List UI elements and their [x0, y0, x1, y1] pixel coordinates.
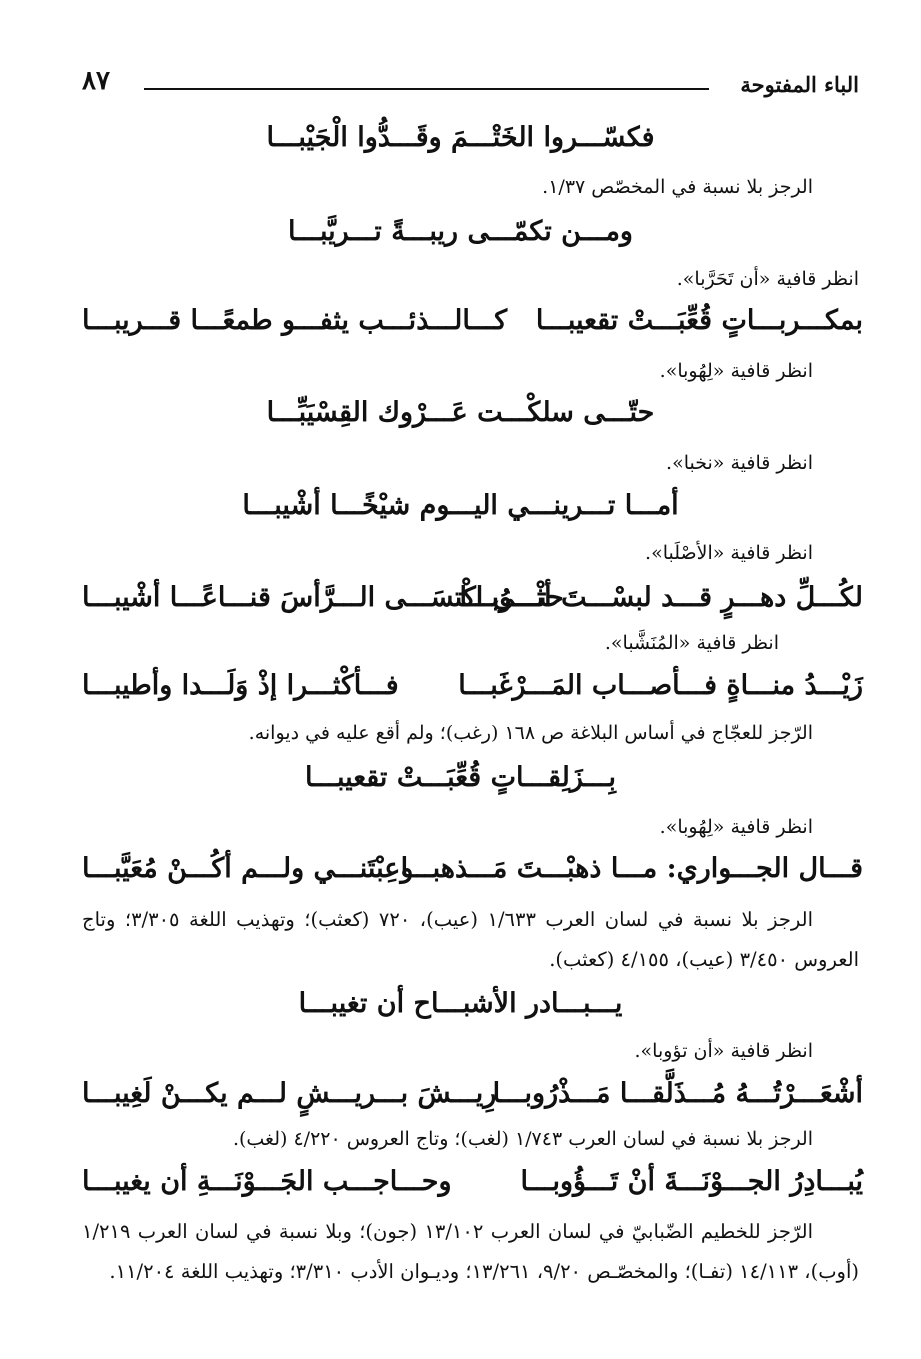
cross-reference: انظر قافية «أن تؤوبا». [634, 1040, 813, 1062]
cross-reference: انظر قافية «نخبا». [666, 452, 813, 474]
page-number: ٨٧ [82, 66, 110, 96]
verse-line: ومـــن تكمّـــى ريبـــةً تـــريَّبـــا [288, 216, 633, 247]
running-header [82, 66, 859, 106]
verse-line: حتّـــى سلكْـــت عَـــرْوك القِسْيَبِّـــا [266, 397, 655, 428]
verse-couplet [82, 305, 863, 349]
cross-reference: انظر قافية «أن تَحَرَّبا». [676, 268, 859, 290]
second-hemistich: وعِبْتَنـــي ولـــم أكُـــنْ مُعَيَّبـــا [82, 853, 414, 884]
second-hemistich: فـــأكْثـــرا إذْ وَلَـــدا وأطيبـــا [82, 670, 399, 701]
first-hemistich: يُبـــادِرُ الجـــوْنَـــةَ أنْ تَـــؤُوبـــا [520, 1166, 863, 1197]
first-hemistich: أشْعَـــرْتُـــهُ مُـــذَلَّقـــا مَـــذْرُوبـــا [492, 1078, 863, 1109]
second-hemistich: وحـــاجـــب الجَـــوْنَـــةِ أن يغيبـــا [82, 1166, 452, 1197]
first-hemistich: زَيْـــدُ منـــاةٍ فـــأصـــاب المَـــرْغَبـــا [458, 670, 863, 701]
header-rule [144, 88, 709, 90]
chapter-title: الباء المفتوحة [740, 72, 859, 97]
second-hemistich: حتـــى اكْتسَـــى الـــرَّأسَ قنـــاعًـــا أشْيبـــا [82, 582, 564, 613]
verse-line: أمـــا تـــرينـــي اليـــوم شيْخًـــا أشْيبـــا [242, 490, 679, 521]
cross-reference: انظر قافية «لِهُوبا». [659, 816, 813, 838]
citation-note: الرّجز للعجّاج في أساس البلاغة ص ١٦٨ (رغب)؛ ولم أقع عليه في ديوانه. [248, 722, 813, 744]
citation-note: الرّجز للخطيم الضّبابيّ في لسان العرب ١٣/١٠٢ (جون)؛ وبلا نسبة في لسان العرب ١/٢١٩ (أوب)، ١٤/١١٣ (تفـا)؛ والمخصّـص ٩/٢٠، ١٣/٢٦١؛ وديـوان الأدب ٣/٣١٠؛ وتهذيب اللغة ١١/٢٠٤. [82, 1220, 859, 1283]
citation-note: الرجز بلا نسبة في لسان العرب ١/٧٤٣ (لغب)؛ وتاج العروس ٤/٢٢٠ (لغب). [232, 1128, 813, 1150]
verse-couplet [82, 582, 863, 626]
first-hemistich: لكُـــلِّ دهـــرٍ قـــد لبسْـــتَ أثْـــوُبـــا [459, 582, 863, 613]
verse-line: يـــبـــادر الأشبـــاح أن تغيبـــا [298, 988, 623, 1019]
verse-line: بِـــزَلِقـــاتٍ قُعِّبَـــتْ تقعيبـــا [305, 762, 616, 793]
verse-couplet [82, 1166, 863, 1210]
verse-line: فكسّـــروا الخَتْـــمَ وقَـــدُّوا الْجَيْبـــا [266, 122, 655, 153]
cross-reference: انظر قافية «المُنَشَّبا». [604, 632, 779, 654]
first-hemistich: قـــال الجـــواري: مـــا ذهبْـــتَ مَـــذهبـــا [400, 853, 863, 884]
verse-couplet [82, 670, 863, 714]
citation-note: الرجز بلا نسبة في المخصّص ١/٣٧. [542, 176, 813, 198]
citation-note: الرجز بلا نسبة في لسان العرب ١/٦٣٣ (عيب)، ٧٢٠ (كعثب)؛ وتهذيب اللغة ٣/٣٠٥؛ وتاج العروس ٣/٤٥٠ (عيب)، ٤/١٥٥ (كعثب). [82, 908, 859, 971]
first-hemistich: بمكـــربـــاتٍ قُعِّبَـــتْ تقعيبـــا [535, 305, 863, 336]
verse-couplet [82, 1078, 863, 1122]
cross-reference: انظر قافية «لِهُوبا». [659, 360, 813, 382]
verse-couplet [82, 853, 863, 897]
second-hemistich: رِيـــشَ بـــريـــشٍ لـــم يكـــنْ لَغِيبـــا [82, 1078, 497, 1109]
second-hemistich: كـــالـــذئـــب يثفـــو طمعًـــا قـــريبـــا [82, 305, 508, 336]
cross-reference: انظر قافية «الأصْلَبا». [645, 542, 813, 564]
